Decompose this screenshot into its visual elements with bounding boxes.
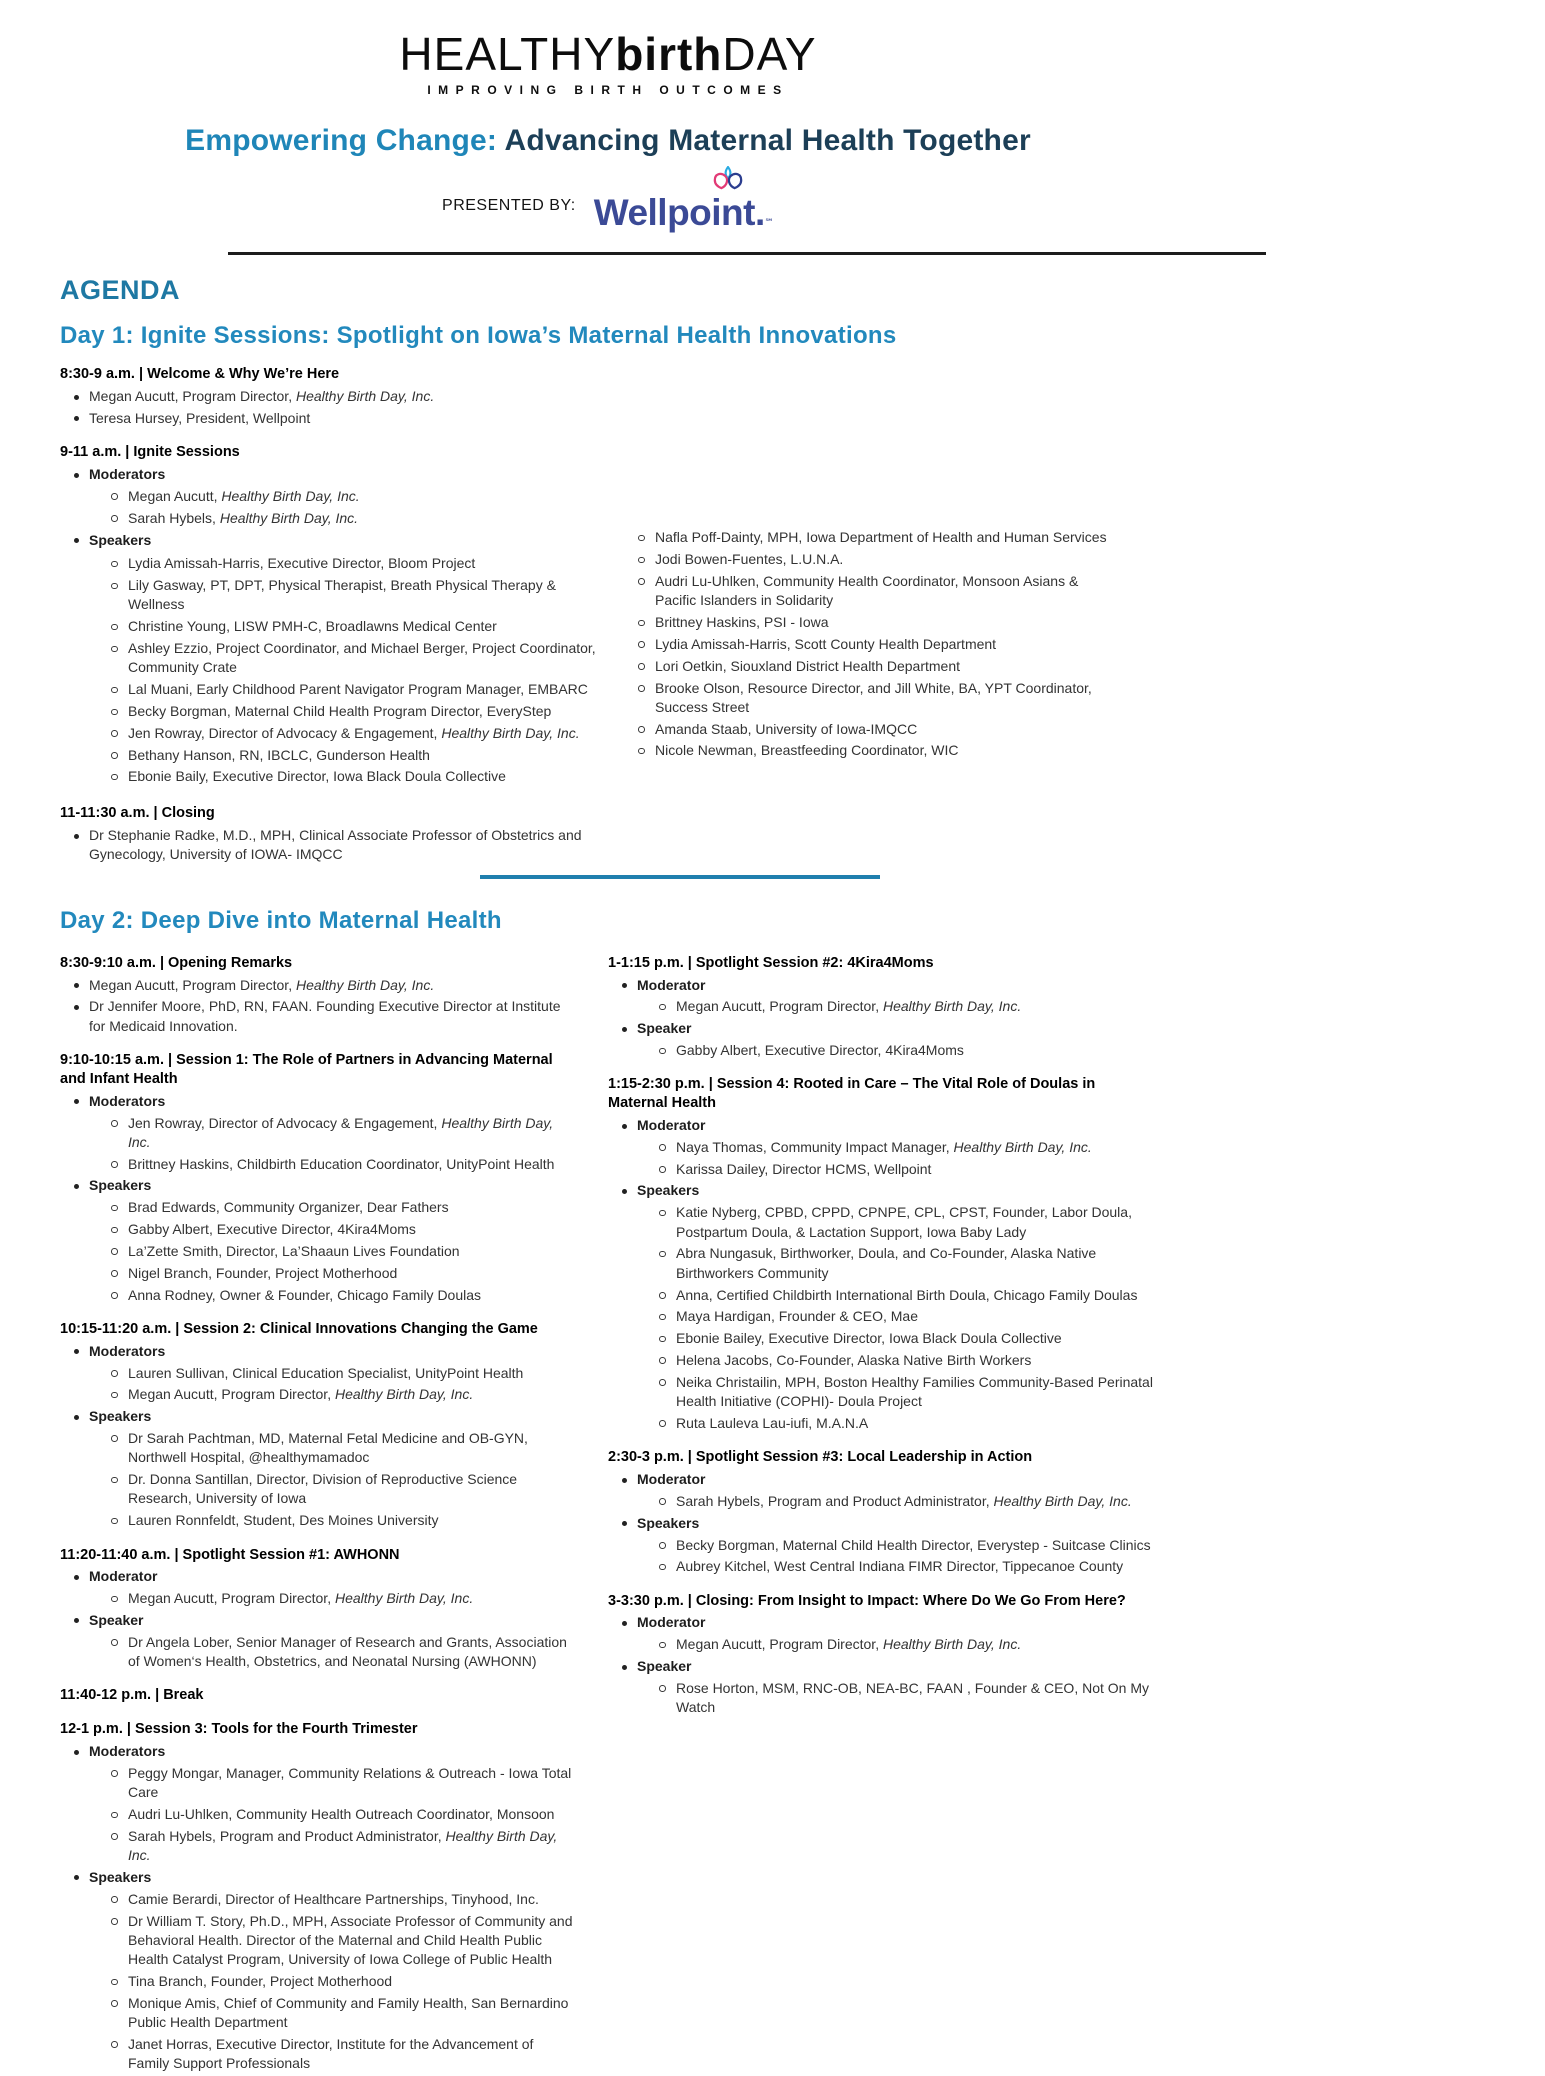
person-item: Katie Nyberg, CPBD, CPPD, CPNPE, CPL, CPST, Founder, Labor Doula, Postpartum Doula, & Lactation Support, Iowa Baby Lady	[657, 1203, 1153, 1242]
people-list	[60, 387, 600, 428]
session-block	[60, 954, 575, 1036]
role-label: Moderators	[89, 1092, 166, 1109]
session-block	[608, 1448, 1153, 1576]
session-block	[60, 1720, 575, 2073]
person-item: Nafla Poff-Dainty, MPH, Iowa Department of Health and Human Services	[636, 528, 1121, 547]
people-list	[89, 1429, 575, 1531]
people-list	[637, 1536, 1153, 1577]
header-divider	[228, 252, 1266, 255]
session-header: 2:30-3 p.m. | Spotlight Session #3: Local Leadership in Action	[608, 1449, 1033, 1466]
session-header: 9-11 a.m. | Ignite Sessions	[60, 444, 240, 461]
role-label: Moderator	[637, 1471, 706, 1488]
person-item: Sarah Hybels, Healthy Birth Day, Inc.	[109, 509, 1190, 528]
person-item: Ashley Ezzio, Project Coordinator, and Michael Berger, Project Coordinator, Community Crate	[109, 639, 604, 678]
session-header: 8:30-9 a.m. | Welcome & Why We’re Here	[60, 366, 340, 383]
person-item: Lauren Ronnfeldt, Student, Des Moines University	[109, 1511, 575, 1530]
person-item: Nigel Branch, Founder, Project Motherhood	[109, 1264, 575, 1283]
person-item: Jodi Bowen-Fuentes, L.U.N.A.	[636, 550, 1121, 569]
people-list	[60, 826, 600, 865]
role-item	[72, 1092, 575, 1174]
roles-list	[60, 1092, 575, 1305]
people-list	[616, 526, 1121, 763]
person-item: Ruta Lauleva Lau-iufi, M.A.N.A	[657, 1414, 1153, 1433]
person-item: Tina Branch, Founder, Project Motherhood	[109, 1972, 575, 1991]
people-list	[89, 1633, 575, 1672]
people-list	[89, 1198, 575, 1305]
person-item: Lily Gasway, PT, DPT, Physical Therapist, Breath Physical Therapy & Wellness	[109, 576, 604, 615]
person-item: Megan Aucutt, Program Director, Healthy Birth Day, Inc.	[109, 1385, 575, 1404]
person-item: Aubrey Kitchel, West Central Indiana FIMR Director, Tippecanoe County	[657, 1557, 1153, 1576]
person-item: Audri Lu-Uhlken, Community Health Coordinator, Monsoon Asians & Pacific Islanders in Solidarity	[636, 572, 1121, 611]
person-item: Megan Aucutt, Program Director, Healthy Birth Day, Inc.	[657, 1635, 1153, 1654]
role-item	[72, 1868, 575, 2074]
role-item	[620, 1181, 1153, 1433]
people-list	[637, 997, 1153, 1016]
page-title-main: Advancing Maternal Health Together	[504, 124, 1031, 158]
role-item	[72, 1611, 575, 1671]
person-item: Dr Stephanie Radke, M.D., MPH, Clinical Associate Professor of Obstetrics and Gynecology, University of IOWA- IMQCC	[72, 826, 600, 865]
person-item: Megan Aucutt, Program Director, Healthy Birth Day, Inc.	[72, 976, 575, 995]
person-item: Sarah Hybels, Program and Product Administrator, Healthy Birth Day, Inc.	[109, 1827, 575, 1866]
person-item: Megan Aucutt, Program Director, Healthy Birth Day, Inc.	[109, 1589, 575, 1608]
roles-list	[60, 1342, 575, 1531]
person-item: Lauren Sullivan, Clinical Education Specialist, UnityPoint Health	[109, 1364, 575, 1383]
session-block	[60, 1546, 575, 1672]
people-list	[637, 1679, 1153, 1718]
session-block	[60, 443, 1190, 789]
person-item: Dr Sarah Pachtman, MD, Maternal Fetal Medicine and OB-GYN, Northwell Hospital, @healthymamadoc	[109, 1429, 575, 1468]
session-header: 10:15-11:20 a.m. | Session 2: Clinical Innovations Changing the Game	[60, 1320, 538, 1337]
person-item: Rose Horton, MSM, RNC-OB, NEA-BC, FAAN , Founder & CEO, Not On My Watch	[657, 1679, 1153, 1718]
role-label: Moderators	[89, 1342, 166, 1359]
role-label: Moderator	[89, 1568, 158, 1585]
person-item: Jen Rowray, Director of Advocacy & Engagement, Healthy Birth Day, Inc.	[109, 1114, 575, 1153]
people-list	[89, 487, 1190, 528]
role-item	[620, 1116, 1153, 1179]
day2-left-column	[60, 939, 575, 2076]
person-item: Teresa Hursey, President, Wellpoint	[72, 409, 600, 428]
person-item: Brooke Olson, Resource Director, and Jill White, BA, YPT Coordinator, Success Street	[636, 679, 1121, 718]
healthy-birth-day-logo	[60, 30, 1156, 78]
agenda-heading: AGENDA	[60, 275, 181, 306]
person-item: Becky Borgman, Maternal Child Health Director, Everystep - Suitcase Clinics	[657, 1536, 1153, 1555]
people-list	[637, 1138, 1153, 1179]
role-label: Moderators	[89, 1743, 166, 1760]
role-item	[72, 531, 1190, 790]
role-item	[72, 1407, 575, 1530]
session-header: 12-1 p.m. | Session 3: Tools for the Fourth Trimester	[60, 1721, 418, 1738]
day1-sessions	[60, 365, 1545, 864]
document-header	[60, 30, 1156, 255]
person-item: Bethany Hanson, RN, IBCLC, Gunderson Health	[109, 746, 604, 765]
person-item: Helena Jacobs, Co-Founder, Alaska Native Birth Workers	[657, 1351, 1153, 1370]
session-header: 1:15-2:30 p.m. | Session 4: Rooted in Care – The Vital Role of Doulas in Maternal Health	[608, 1076, 1096, 1112]
people-list	[89, 1589, 575, 1608]
logo-word-healthy: HEALTHY	[399, 28, 616, 80]
person-item: Sarah Hybels, Program and Product Administrator, Healthy Birth Day, Inc.	[657, 1492, 1153, 1511]
role-label: Moderators	[89, 466, 166, 483]
people-list	[89, 1890, 575, 2074]
person-item: Dr Angela Lober, Senior Manager of Research and Grants, Association of Women‘s Health, Obstetrics, and Neonatal Nursing (AWHONN)	[109, 1633, 575, 1672]
role-label: Speakers	[89, 531, 152, 548]
role-item	[620, 1657, 1153, 1717]
person-item: Maya Hardigan, Frounder & CEO, Mae	[657, 1307, 1153, 1326]
logo-word-day: DAY	[722, 28, 817, 80]
role-item	[620, 1514, 1153, 1577]
person-item: Nicole Newman, Breastfeeding Coordinator, WIC	[636, 741, 1121, 760]
people-list	[637, 1635, 1153, 1654]
wellpoint-wordmark: Wellpoint.	[593, 192, 765, 234]
day2-heading: Day 2: Deep Dive into Maternal Health	[60, 906, 502, 934]
role-item	[620, 1019, 1153, 1060]
role-item	[620, 1613, 1153, 1654]
lotus-flower-icon	[709, 166, 747, 198]
person-item: Camie Berardi, Director of Healthcare Partnerships, Tinyhood, Inc.	[109, 1890, 575, 1909]
roles-list	[60, 465, 1190, 528]
session-header: 3-3:30 p.m. | Closing: From Insight to Impact: Where Do We Go From Here?	[608, 1592, 1126, 1609]
role-label: Speakers	[637, 1182, 700, 1199]
day2-right-column	[608, 939, 1153, 2076]
person-item: Peggy Mongar, Manager, Community Relations & Outreach - Iowa Total Care	[109, 1764, 575, 1803]
logo-word-birth: birth	[615, 28, 723, 80]
session-block	[608, 954, 1153, 1061]
session-header: 1-1:15 p.m. | Spotlight Session #2: 4Kira4Moms	[608, 954, 934, 971]
person-item: Christine Young, LISW PMH-C, Broadlawns Medical Center	[109, 617, 604, 636]
session-block	[608, 1592, 1153, 1718]
logo-tagline: IMPROVING BIRTH OUTCOMES	[427, 83, 789, 98]
people-list	[637, 1492, 1153, 1511]
person-item: Anna Rodney, Owner & Founder, Chicago Family Doulas	[109, 1286, 575, 1305]
person-item: Ebonie Baily, Executive Director, Iowa Black Doula Collective	[109, 767, 604, 786]
role-label: Speaker	[637, 1020, 692, 1037]
wellpoint-logo	[594, 178, 774, 234]
roles-list	[608, 1613, 1153, 1717]
person-item: Brad Edwards, Community Organizer, Dear Fathers	[109, 1198, 575, 1217]
role-item	[620, 1470, 1153, 1511]
session-block	[60, 365, 1190, 428]
person-item: Brittney Haskins, PSI - Iowa	[636, 613, 1121, 632]
page-title-accent: Empowering Change:	[185, 124, 498, 158]
roles-list	[60, 1742, 575, 2074]
person-item: Lori Oetkin, Siouxland District Health Department	[636, 657, 1121, 676]
role-label: Moderator	[637, 1614, 706, 1631]
person-item: Becky Borgman, Maternal Child Health Program Director, EveryStep	[109, 702, 604, 721]
roles-list	[60, 531, 1190, 790]
role-label: Moderator	[637, 1117, 706, 1134]
role-item	[72, 1176, 575, 1304]
session-block	[60, 1051, 575, 1305]
people-list	[637, 1203, 1153, 1433]
roles-list	[608, 976, 1153, 1061]
person-item: Jen Rowray, Director of Advocacy & Engagement, Healthy Birth Day, Inc.	[109, 724, 604, 743]
person-item: Karissa Dailey, Director HCMS, Wellpoint	[657, 1160, 1153, 1179]
roles-list	[60, 1567, 575, 1671]
person-item: Lal Muani, Early Childhood Parent Navigator Program Manager, EMBARC	[109, 680, 604, 699]
section-divider	[480, 875, 880, 879]
day2-columns	[60, 939, 1545, 2076]
person-item: Lydia Amissah-Harris, Scott County Health Department	[636, 635, 1121, 654]
role-item	[72, 1742, 575, 1865]
person-item: Monique Amis, Chief of Community and Family Health, San Bernardino Public Health Department	[109, 1994, 575, 2033]
role-item	[72, 465, 1190, 528]
role-label: Moderator	[637, 976, 706, 993]
people-list	[89, 552, 604, 789]
people-list	[89, 1364, 575, 1405]
wellpoint-service-mark: ℠	[764, 217, 774, 228]
person-item: Ebonie Bailey, Executive Director, Iowa Black Doula Collective	[657, 1329, 1153, 1348]
person-item: Gabby Albert, Executive Director, 4Kira4Moms	[657, 1041, 1153, 1060]
person-item: Dr. Donna Santillan, Director, Division of Reproductive Science Research, University of Iowa	[109, 1470, 575, 1509]
person-item: Megan Aucutt, Program Director, Healthy Birth Day, Inc.	[72, 387, 600, 406]
person-item: Dr William T. Story, Ph.D., MPH, Associate Professor of Community and Behavioral Health. Director of the Maternal and Child Health Public Health Catalyst Program, University of Iowa College of Public Health	[109, 1912, 575, 1970]
people-list	[637, 1041, 1153, 1060]
presented-by-row	[60, 178, 1156, 234]
page-title	[60, 124, 1156, 158]
role-item	[72, 1342, 575, 1405]
people-list	[89, 1114, 575, 1174]
person-item: Dr Jennifer Moore, PhD, RN, FAAN. Founding Executive Director at Institute for Medicaid Innovation.	[72, 997, 575, 1036]
person-item: Lydia Amissah-Harris, Executive Director, Bloom Project	[109, 554, 604, 573]
session-header: 8:30-9:10 a.m. | Opening Remarks	[60, 954, 293, 971]
person-item: Neika Christailin, MPH, Boston Healthy Families Community-Based Perinatal Health Initiative (COPHI)- Doula Project	[657, 1373, 1153, 1412]
session-header: 11-11:30 a.m. | Closing	[60, 805, 215, 822]
person-item: Abra Nungasuk, Birthworker, Doula, and Co-Founder, Alaska Native Birthworkers Community	[657, 1244, 1153, 1283]
role-item	[72, 1567, 575, 1608]
person-item: Audri Lu-Uhlken, Community Health Outreach Coordinator, Monsoon	[109, 1805, 575, 1824]
session-block	[60, 1320, 575, 1531]
role-label: Speakers	[89, 1408, 152, 1425]
person-item: Megan Aucutt, Healthy Birth Day, Inc.	[109, 487, 1190, 506]
person-item: Gabby Albert, Executive Director, 4Kira4Moms	[109, 1220, 575, 1239]
roles-list	[608, 1470, 1153, 1577]
role-label: Speaker	[89, 1611, 144, 1628]
session-header: 11:20-11:40 a.m. | Spotlight Session #1: AWHONN	[60, 1546, 400, 1563]
session-block	[608, 1075, 1153, 1433]
person-item: Brittney Haskins, Childbirth Education Coordinator, UnityPoint Health	[109, 1155, 575, 1174]
people-list	[89, 1764, 575, 1866]
session-header: 11:40-12 p.m. | Break	[60, 1687, 204, 1704]
people-list	[60, 976, 575, 1036]
session-block	[60, 1686, 575, 1705]
role-label: Speakers	[89, 1868, 152, 1885]
session-header: 9:10-10:15 a.m. | Session 1: The Role of Partners in Advancing Maternal and Infant Health	[60, 1052, 553, 1087]
roles-list	[608, 1116, 1153, 1433]
role-label: Speaker	[637, 1658, 692, 1675]
role-label: Speakers	[637, 1514, 700, 1531]
role-item	[620, 976, 1153, 1017]
role-label: Speakers	[89, 1177, 152, 1194]
person-item: Naya Thomas, Community Impact Manager, Healthy Birth Day, Inc.	[657, 1138, 1153, 1157]
session-block	[60, 804, 1190, 864]
person-item: Janet Horras, Executive Director, Institute for the Advancement of Family Support Professionals	[109, 2035, 575, 2074]
person-item: Megan Aucutt, Program Director, Healthy Birth Day, Inc.	[657, 997, 1153, 1016]
person-item: Amanda Staab, University of Iowa-IMQCC	[636, 720, 1121, 739]
person-item: Anna, Certified Childbirth International Birth Doula, Chicago Family Doulas	[657, 1286, 1153, 1305]
person-item: La’Zette Smith, Director, La’Shaaun Lives Foundation	[109, 1242, 575, 1261]
presented-by-label: PRESENTED BY:	[442, 197, 576, 215]
day1-heading: Day 1: Ignite Sessions: Spotlight on Iowa’s Maternal Health Innovations	[60, 322, 897, 350]
